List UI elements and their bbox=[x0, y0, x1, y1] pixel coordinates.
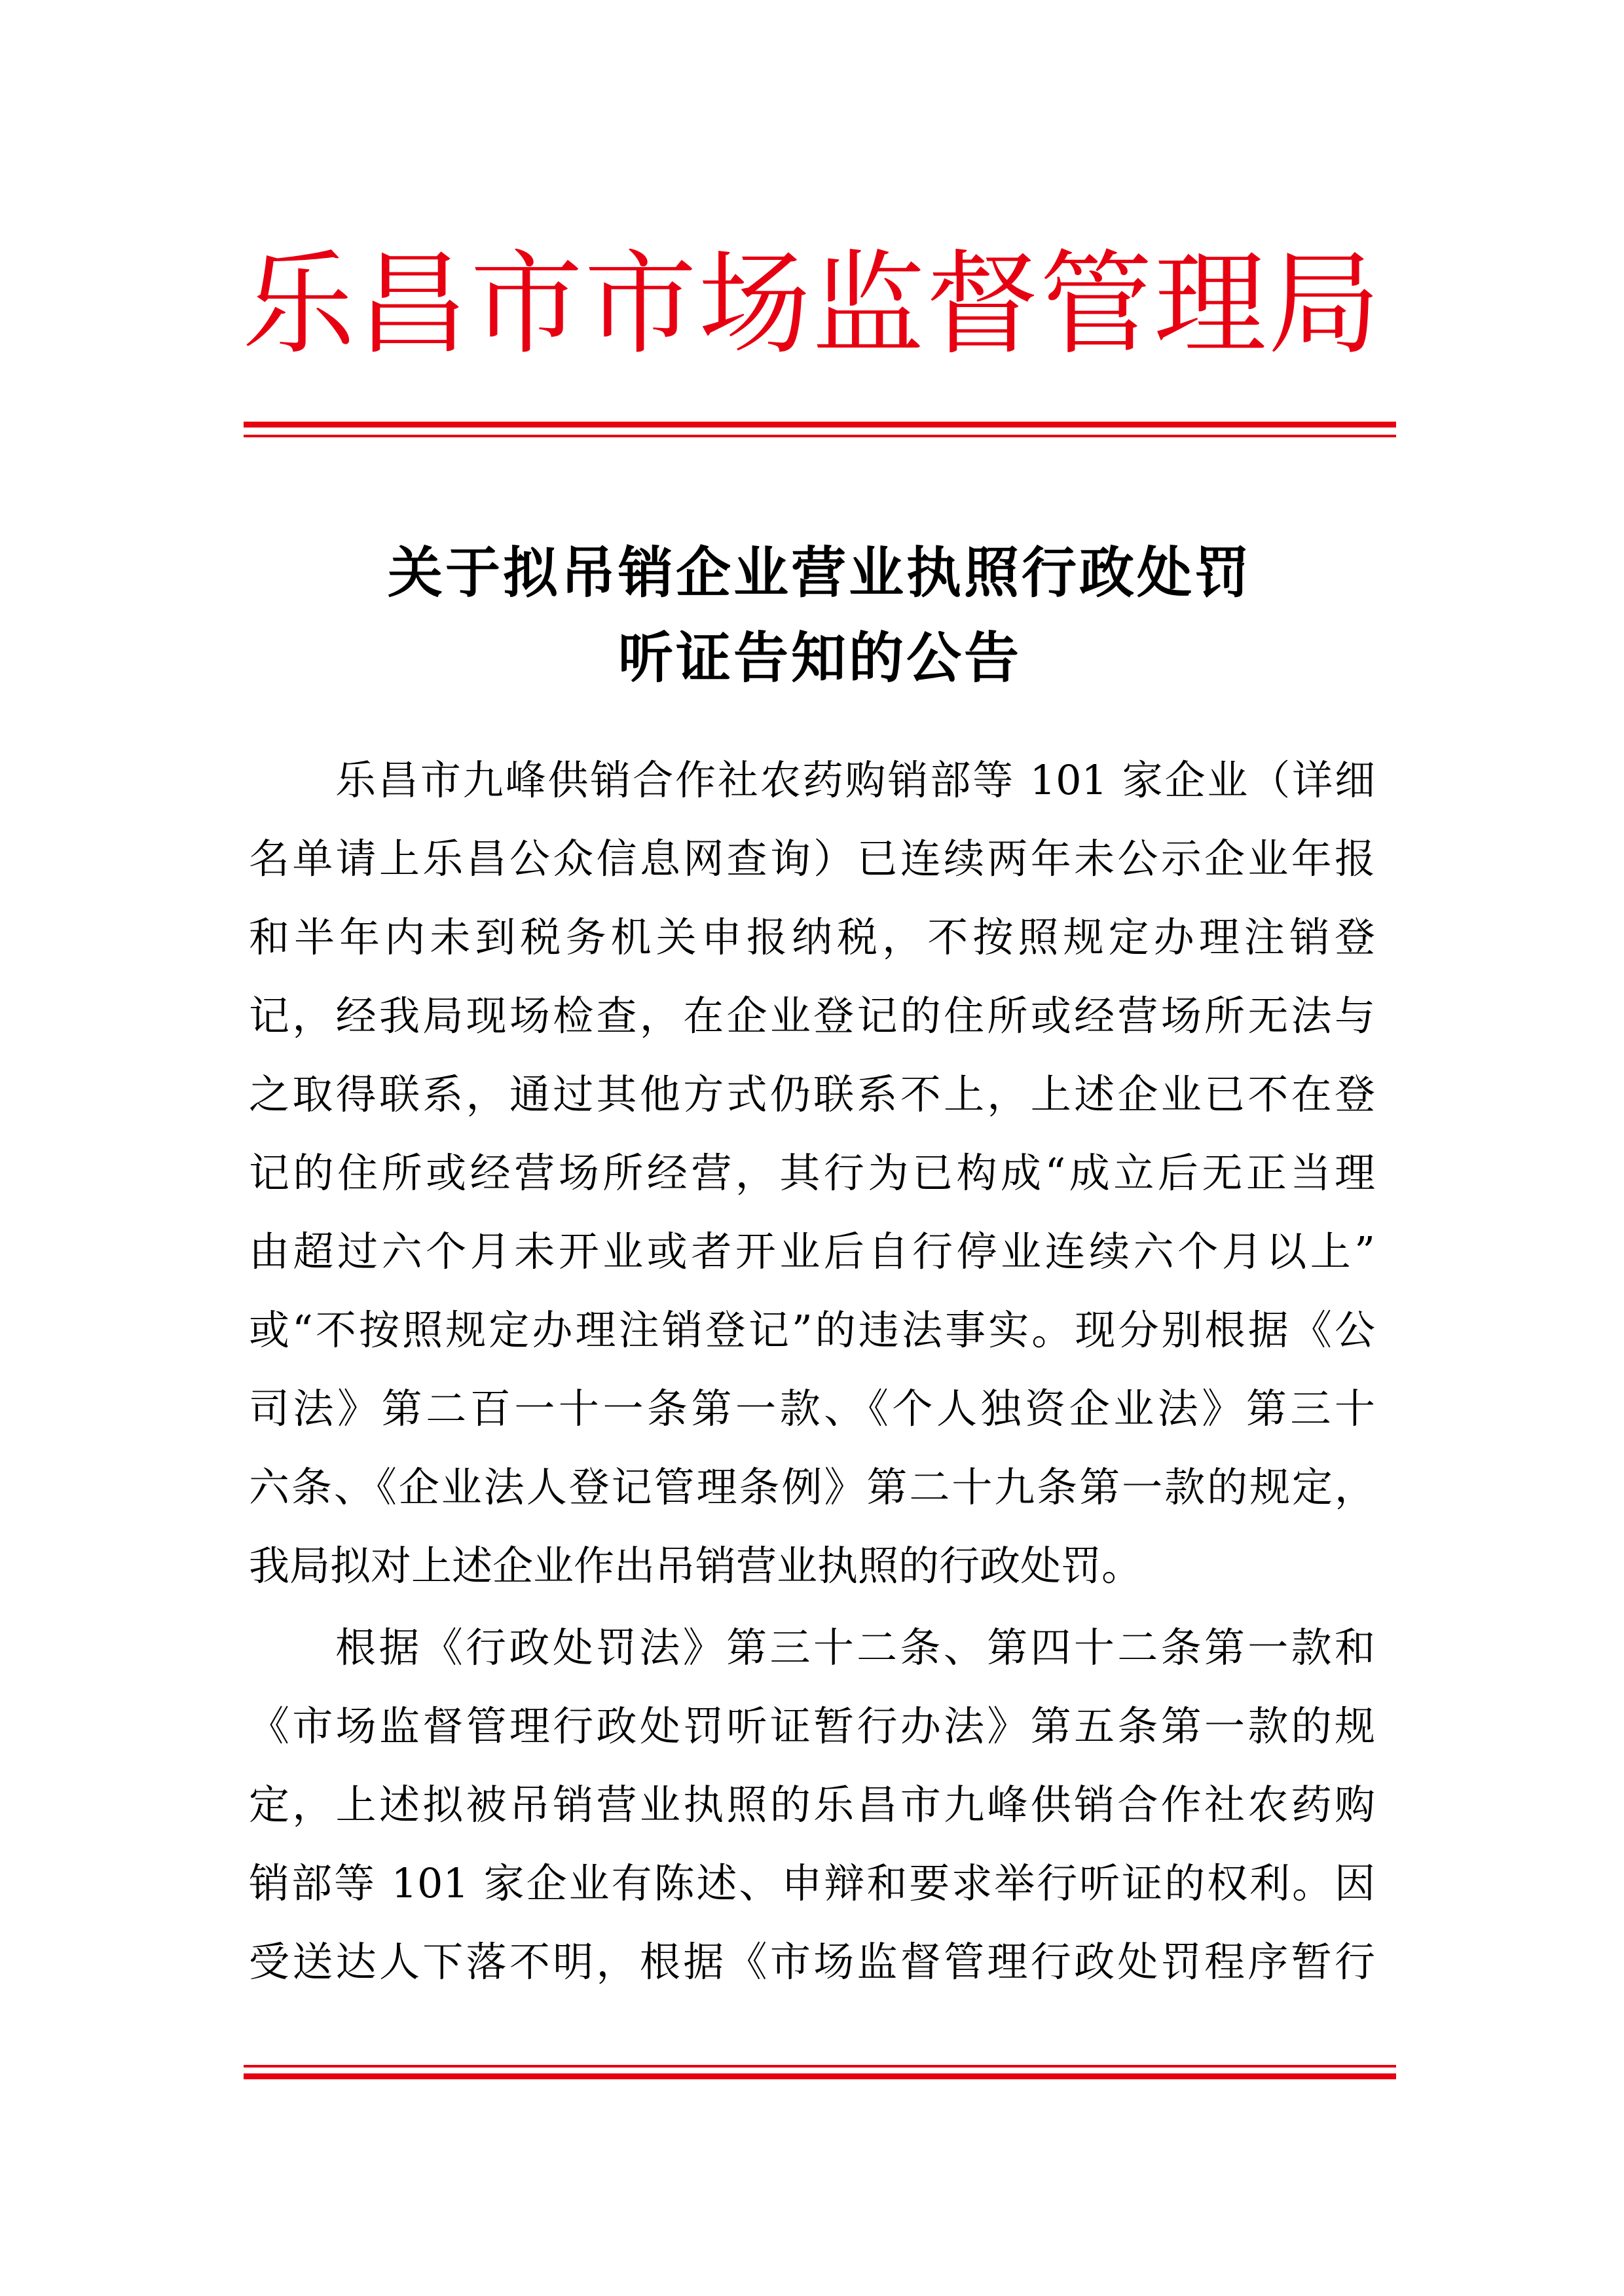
body-line: 销部等 101 家企业有陈述、申辩和要求举行听证的权利。因 bbox=[249, 1859, 1375, 1907]
body-line: 司法》第二百一十一条第一款、《个人独资企业法》第三十 bbox=[249, 1385, 1375, 1432]
letterhead-rule-thick bbox=[244, 422, 1396, 428]
body-line: 记的住所或经营场所经营，其行为已构成“成立后无正当理 bbox=[249, 1149, 1375, 1197]
body-line: 根据《行政处罚法》第三十二条、第四十二条第一款和 bbox=[335, 1624, 1375, 1671]
document-title-line-2: 听证告知的公告 bbox=[618, 625, 1022, 690]
body-line: 和半年内未到税务机关申报纳税，不按照规定办理注销登 bbox=[249, 913, 1375, 961]
footer-rule-thin bbox=[244, 2065, 1396, 2068]
body-line: 名单请上乐昌公众信息网查询）已连续两年未公示企业年报 bbox=[249, 835, 1375, 883]
body-line: 之取得联系，通过其他方式仍联系不上，上述企业已不在登 bbox=[249, 1070, 1375, 1118]
body-line: 六条、《企业法人登记管理条例》第二十九条第一款的规定， bbox=[249, 1463, 1375, 1511]
body-line: 记，经我局现场检查，在企业登记的住所或经营场所无法与 bbox=[249, 992, 1375, 1040]
body-line: 受送达人下落不明，根据《市场监督管理行政处罚程序暂行 bbox=[249, 1938, 1375, 1986]
document-title-line-1: 关于拟吊销企业营业执照行政处罚 bbox=[387, 540, 1252, 605]
footer-rule-thick bbox=[244, 2073, 1396, 2079]
body-line: 或“不按照规定办理注销登记”的违法事实。现分别根据《公 bbox=[249, 1306, 1375, 1354]
letterhead-org-name: 乐昌市市场监督管理局 bbox=[242, 238, 1382, 370]
body-line: 《市场监督管理行政处罚听证暂行办法》第五条第一款的规 bbox=[249, 1702, 1375, 1750]
letterhead-rule-thin bbox=[244, 435, 1396, 437]
body-line: 乐昌市九峰供销合作社农药购销部等 101 家企业（详细 bbox=[335, 756, 1375, 804]
body-line: 我局拟对上述企业作出吊销营业执照的行政处罚。 bbox=[249, 1542, 1143, 1590]
body-line: 由超过六个月未开业或者开业后自行停业连续六个月以上” bbox=[249, 1228, 1375, 1275]
body-line: 定，上述拟被吊销营业执照的乐昌市九峰供销合作社农药购 bbox=[249, 1781, 1375, 1829]
